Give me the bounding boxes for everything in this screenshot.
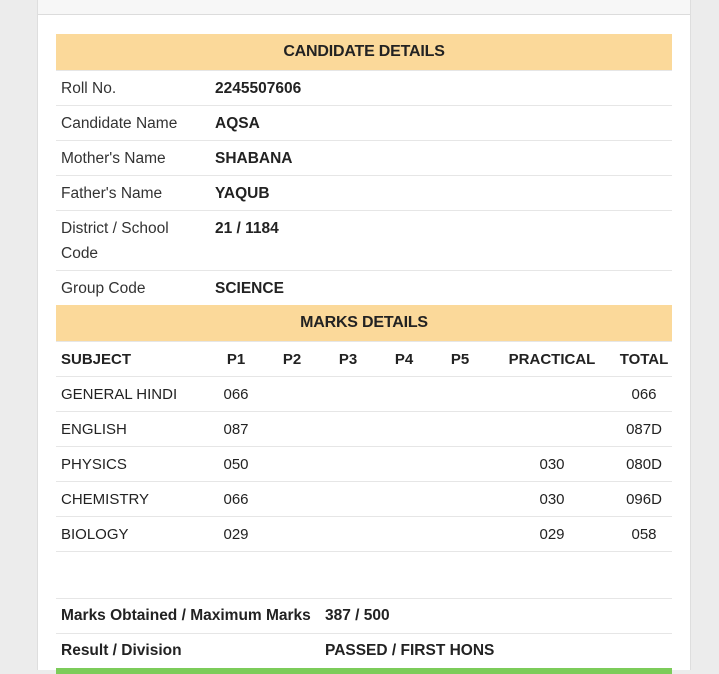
total-cell: 080D — [626, 455, 662, 473]
result-card — [37, 0, 691, 670]
marks-obtained-value: 387 / 500 — [325, 607, 390, 624]
candidate-name-label: Candidate Name — [61, 115, 178, 132]
col-subject: SUBJECT — [61, 350, 132, 368]
subject-cell: CHEMISTRY — [61, 490, 150, 508]
table-row — [56, 516, 672, 551]
col-p1: P1 — [226, 350, 246, 368]
result-division-row — [56, 633, 672, 668]
father-name-row — [56, 175, 672, 210]
p1-cell: 066 — [223, 490, 249, 508]
marks-table-header — [56, 341, 672, 376]
p1-cell: 029 — [223, 525, 249, 543]
district-school-code-row — [56, 210, 672, 270]
group-code-label: Group Code — [61, 280, 146, 297]
col-practical: PRACTICAL — [508, 350, 596, 368]
district-school-code-label: District / School Code — [61, 220, 169, 262]
col-p3: P3 — [338, 350, 358, 368]
table-row — [56, 376, 672, 411]
group-code-value: SCIENCE — [215, 280, 284, 297]
result-content — [56, 34, 672, 674]
subject-cell: PHYSICS — [61, 455, 127, 473]
district-school-code-value: 21 / 1184 — [215, 220, 279, 237]
total-cell: 096D — [626, 490, 662, 508]
practical-cell: 029 — [539, 525, 565, 543]
result-division-value: PASSED / FIRST HONS — [325, 642, 495, 659]
candidate-name-row — [56, 105, 672, 140]
card-top-strip — [38, 0, 690, 15]
marks-obtained-label: Marks Obtained / Maximum Marks — [61, 607, 311, 624]
candidate-details-heading: CANDIDATE DETAILS — [56, 34, 672, 70]
total-cell: 066 — [631, 385, 657, 403]
roll-no-row — [56, 70, 672, 105]
table-spacer — [56, 551, 672, 598]
roll-no-label: Roll No. — [61, 80, 117, 97]
subject-cell: ENGLISH — [61, 420, 127, 438]
mother-name-row — [56, 140, 672, 175]
marks-obtained-row — [56, 598, 672, 633]
result-status-bar — [56, 668, 672, 674]
marks-details-heading: MARKS DETAILS — [56, 305, 672, 341]
candidate-name-value: AQSA — [215, 115, 260, 132]
practical-cell: 030 — [539, 455, 565, 473]
p1-cell: 050 — [223, 455, 249, 473]
col-p5: P5 — [450, 350, 470, 368]
total-cell: 058 — [631, 525, 657, 543]
mother-name-value: SHABANA — [215, 150, 293, 167]
table-row — [56, 481, 672, 516]
subject-cell: BIOLOGY — [61, 525, 129, 543]
total-cell: 087D — [626, 420, 662, 438]
result-division-label: Result / Division — [61, 642, 182, 659]
father-name-label: Father's Name — [61, 185, 163, 202]
col-p2: P2 — [282, 350, 302, 368]
mother-name-label: Mother's Name — [61, 150, 166, 167]
practical-cell: 030 — [539, 490, 565, 508]
subject-cell: GENERAL HINDI — [61, 385, 178, 403]
roll-no-value: 2245507606 — [215, 80, 302, 97]
table-row — [56, 411, 672, 446]
group-code-row — [56, 270, 672, 305]
father-name-value: YAQUB — [215, 185, 270, 202]
table-row — [56, 446, 672, 481]
p1-cell: 087 — [223, 420, 249, 438]
col-p4: P4 — [394, 350, 414, 368]
p1-cell: 066 — [223, 385, 249, 403]
col-total: TOTAL — [619, 350, 669, 368]
